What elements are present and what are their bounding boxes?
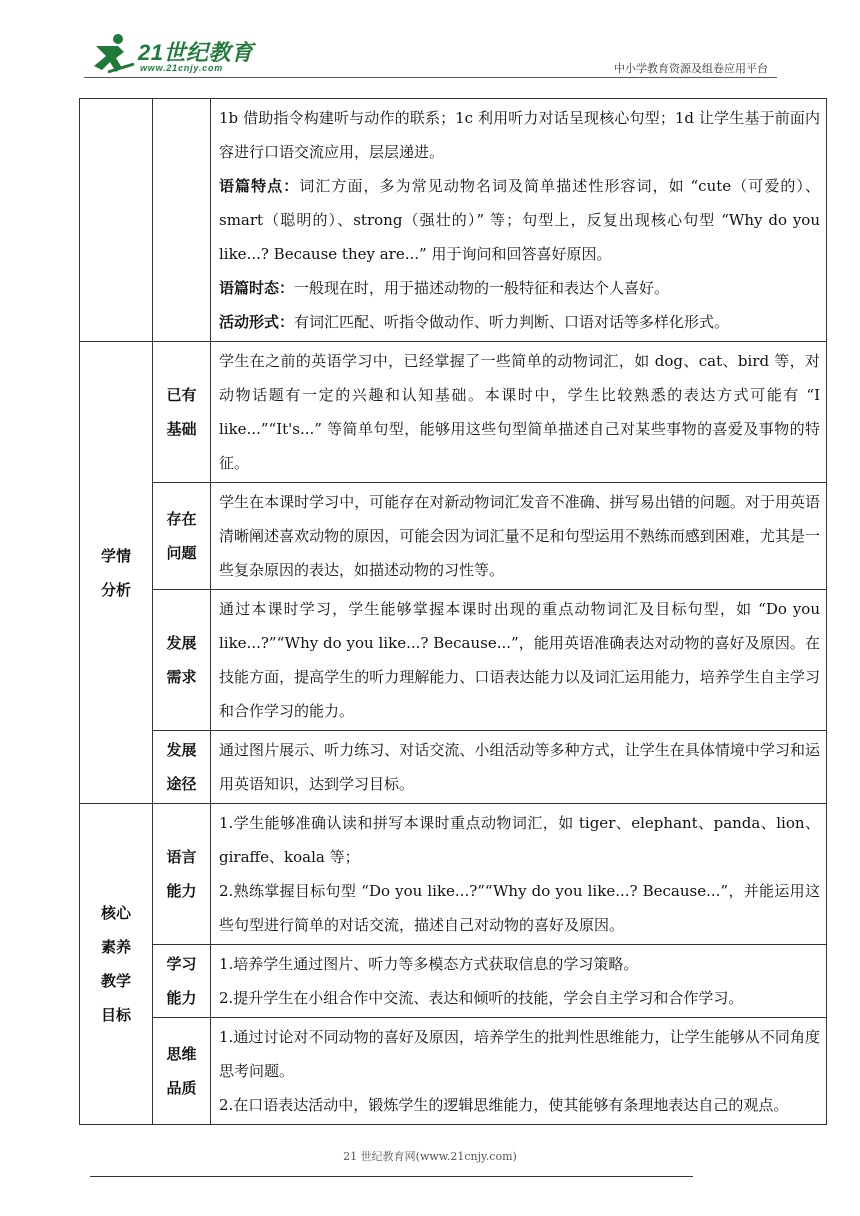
goal-item: 2.提升学生在小组合作中交流、表达和倾听的技能，学会自主学习和合作学习。	[219, 989, 744, 1007]
row-content	[211, 1018, 827, 1125]
row-label	[153, 590, 211, 731]
row-label	[153, 804, 211, 945]
tense-text: 一般现在时，用于描述动物的一般特征和表达个人喜好。	[294, 279, 670, 297]
row-label-line: 思维	[166, 1045, 197, 1063]
discourse-tense	[219, 271, 820, 305]
row-text: 通过图片展示、听力练习、对话交流、小组活动等多种方式，让学生在具体情境中学习和运用英语知识，达到学习目标。	[219, 741, 820, 793]
discourse-feature	[219, 169, 820, 271]
activity-label: 活动形式：	[219, 313, 295, 331]
tense-label: 语篇时态：	[219, 279, 295, 297]
row-label-line: 品质	[166, 1079, 197, 1097]
logo-text: 21世纪教育	[138, 40, 254, 65]
platform-title: 中小学教育资源及组卷应用平台	[614, 62, 768, 75]
table-row-analysis-needs	[80, 590, 827, 731]
row-text: 学生在之前的英语学习中，已经掌握了一些简单的动物词汇，如 dog、cat、bird 等，对动物话题有一定的兴趣和认知基础。本课时中，学生比较熟悉的表达方式可能有 “I like...”“It's...” 等简单句型，能够用这些句型简单描述自己对某些事物的喜爱及事物的特征。	[219, 352, 820, 472]
goal-item: 2.在口语表达活动中，锻炼学生的逻辑思维能力，使其能够有条理地表达自己的观点。	[219, 1096, 789, 1114]
table-row-goal-learning	[80, 945, 827, 1018]
row-label-line: 发展	[166, 634, 197, 652]
table-row-goal-thinking	[80, 1018, 827, 1125]
analysis-label-line: 学情	[100, 546, 131, 565]
row-label-line: 途径	[166, 775, 197, 793]
goals-section-label	[80, 804, 153, 1125]
row-content	[211, 945, 827, 1018]
goals-label-line: 教学	[100, 972, 131, 990]
row-text: 学生在本课时学习中，可能存在对新动物词汇发音不准确、拼写易出错的问题。对于用英语清晰阐述喜欢动物的原因，可能会因为词汇量不足和句型运用不熟练而感到困难，尤其是一些复杂原因的表达，如描述动物的习性等。	[219, 493, 820, 579]
analysis-section-label	[80, 342, 153, 804]
running-figure-icon	[88, 32, 140, 78]
table-row-goal-language	[80, 804, 827, 945]
analysis-label-line: 分析	[100, 580, 131, 599]
row-label	[153, 945, 211, 1018]
logo-url: www.21cnjy.com	[140, 63, 224, 73]
goal-item: 1.培养学生通过图片、听力等多模态方式获取信息的学习策略。	[219, 955, 639, 973]
activity-text: 有词汇匹配、听指令做动作、听力判断、口语对话等多样化形式。	[294, 313, 730, 331]
footer-text: 21 世纪教育网(www.21cnjy.com)	[343, 1150, 517, 1163]
table-row-analysis-approach	[80, 731, 827, 804]
row-content	[211, 731, 827, 804]
row-content	[211, 342, 827, 483]
table-row-analysis-basis	[80, 342, 827, 483]
discourse-cell	[211, 99, 827, 342]
page-header	[0, 0, 860, 90]
goal-item: 1.通过讨论对不同动物的喜好及原因，培养学生的批判性思维能力，让学生能够从不同角度思考问题。	[219, 1028, 820, 1080]
row-label-line: 存在	[166, 510, 197, 528]
row-label-line: 问题	[166, 544, 197, 562]
table-row-discourse	[80, 99, 827, 342]
row-label-line: 需求	[166, 668, 197, 686]
lesson-plan-table	[79, 98, 827, 1125]
feature-text: 词汇方面，多为常见动物名词及简单描述性形容词，如 “cute（可爱的）、smart（聪明的）、strong（强壮的）” 等；句型上，反复出现核心句型 “Why do you like...? Because they are...” 用于询问和回答喜好原因。	[219, 177, 820, 263]
empty-cell	[153, 99, 211, 342]
row-label-line: 能力	[166, 989, 197, 1007]
row-content	[211, 483, 827, 590]
row-label	[153, 342, 211, 483]
goals-label-line: 目标	[100, 1006, 131, 1024]
header-divider	[84, 77, 777, 78]
goal-item: 2.熟练掌握目标句型 “Do you like...?”“Why do you like...? Because...”，并能运用这些句型进行简单的对话交流，描述自己对动物的喜好及原因。	[219, 882, 820, 934]
row-text: 通过本课时学习，学生能够掌握本课时出现的重点动物词汇及目标句型，如 “Do you like...?”“Why do you like...? Because...”，能用英语准确表达对动物的喜好及原因。在技能方面，提高学生的听力理解能力、口语表达能力以及词汇运用能力，培养学生自主学习和合作学习的能力。	[219, 600, 820, 720]
goals-label-line: 素养	[100, 938, 131, 956]
empty-cell	[80, 99, 153, 342]
row-label-line: 能力	[166, 882, 197, 900]
discourse-intro: 1b 借助指令构建听与动作的联系；1c 利用听力对话呈现核心句型；1d 让学生基于前面内容进行口语交流应用，层层递进。	[219, 109, 820, 161]
logo	[88, 32, 258, 80]
table-row-analysis-problems	[80, 483, 827, 590]
row-content	[211, 804, 827, 945]
footer-divider	[90, 1176, 693, 1177]
row-label	[153, 483, 211, 590]
row-label-line: 已有	[166, 386, 197, 404]
row-label-line: 语言	[166, 848, 197, 866]
feature-label: 语篇特点：	[219, 177, 300, 195]
row-label-line: 基础	[166, 420, 197, 438]
goal-item: 1.学生能够准确认读和拼写本课时重点动物词汇，如 tiger、elephant、panda、lion、giraffe、koala 等；	[219, 814, 820, 866]
goals-label-line: 核心	[100, 904, 131, 922]
row-label-line: 学习	[166, 955, 197, 973]
discourse-activity	[219, 305, 820, 339]
row-label	[153, 731, 211, 804]
row-content	[211, 590, 827, 731]
row-label-line: 发展	[166, 741, 197, 759]
row-label	[153, 1018, 211, 1125]
